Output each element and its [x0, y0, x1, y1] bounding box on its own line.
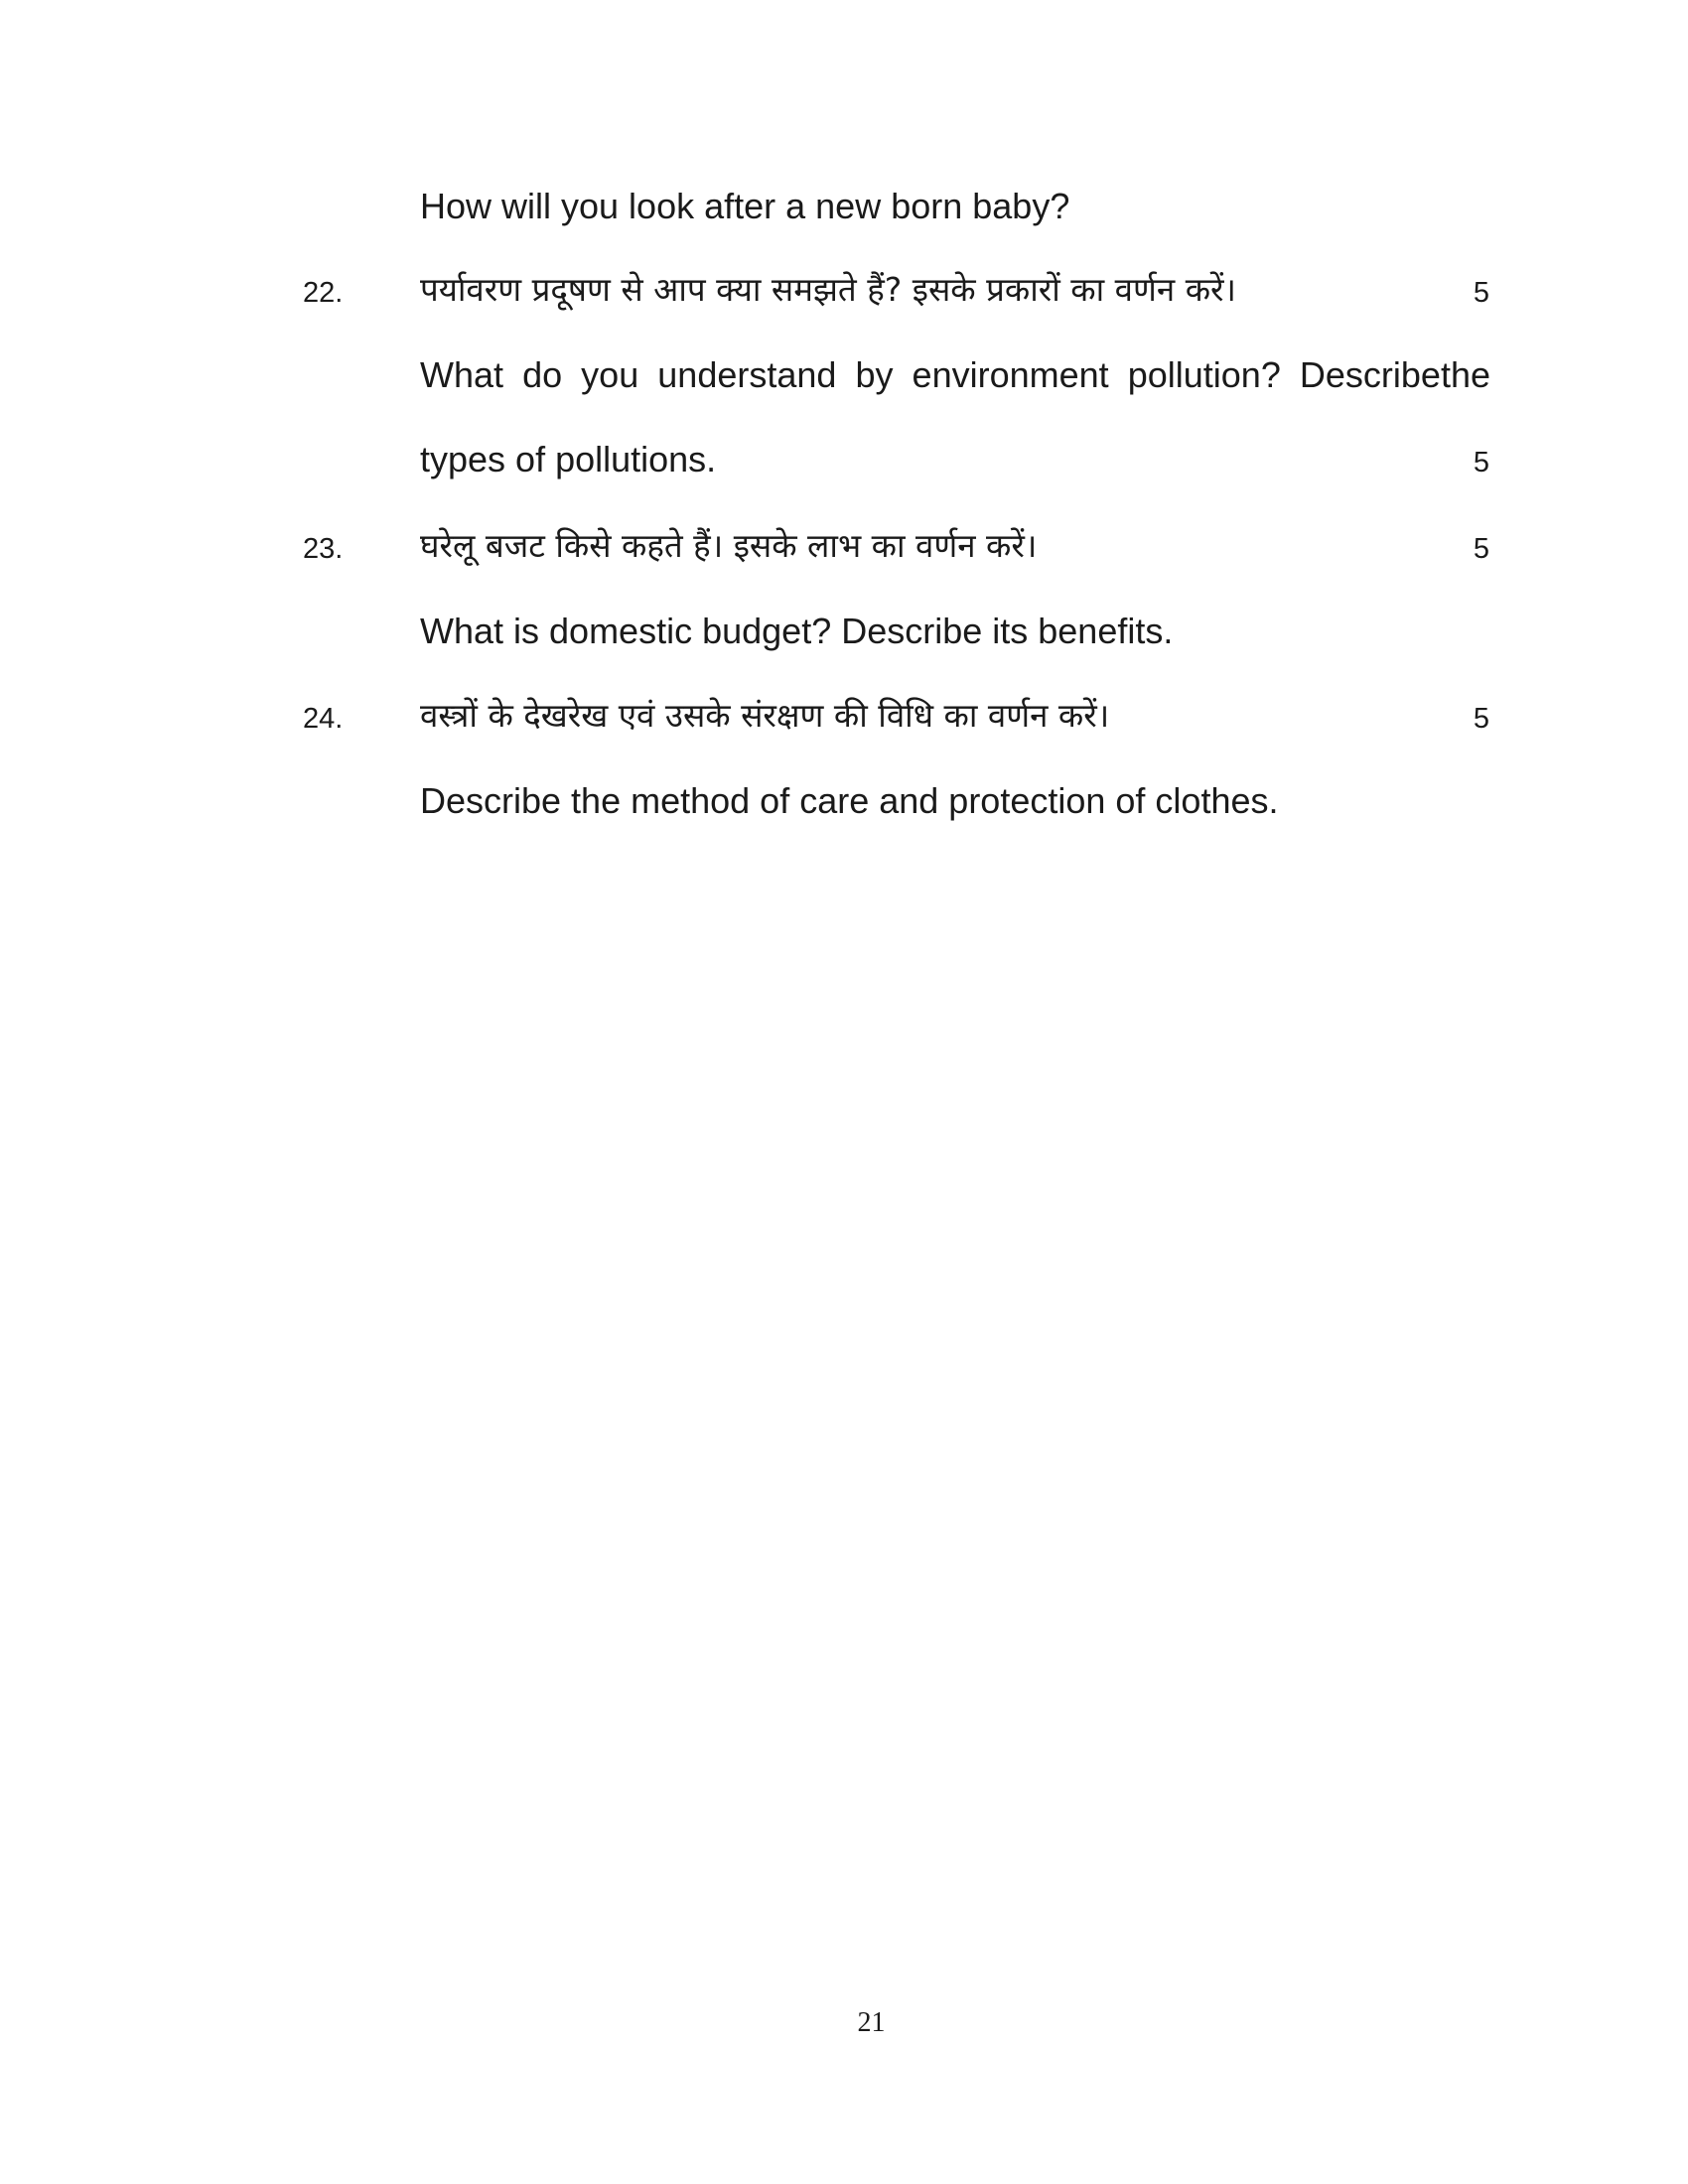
- question-marks: 5: [1473, 703, 1489, 735]
- question-marks: 5: [1473, 277, 1489, 309]
- question-hindi-text: वस्त्रों के देखरेख एवं उसके संरक्षण की विधि का वर्णन करें।: [420, 696, 1110, 735]
- question-number: 22.: [303, 277, 344, 309]
- question-number: 23.: [303, 533, 344, 565]
- page-number: 21: [857, 2007, 886, 2038]
- question-english-text: What is domestic budget? Describe its benefits.: [420, 611, 1174, 651]
- previous-question-english-text: How will you look after a new born baby?: [420, 186, 1070, 226]
- question-english-text-line-1: What do you understand by environment pollution? Describethe: [420, 354, 1490, 395]
- question-number: 24.: [303, 703, 344, 735]
- question-hindi-text: पर्यावरण प्रदूषण से आप क्या समझते हैं? इसके प्रकारों का वर्णन करें।: [420, 270, 1237, 309]
- question-marks: 5: [1473, 447, 1489, 478]
- question-marks: 5: [1473, 533, 1489, 565]
- question-hindi-text: घरेलू बजट किसे कहते हैं। इसके लाभ का वर्णन करें।: [420, 526, 1038, 565]
- question-english-text: Describe the method of care and protection of clothes.: [420, 780, 1279, 821]
- question-english-text-line-2: types of pollutions.: [420, 439, 717, 479]
